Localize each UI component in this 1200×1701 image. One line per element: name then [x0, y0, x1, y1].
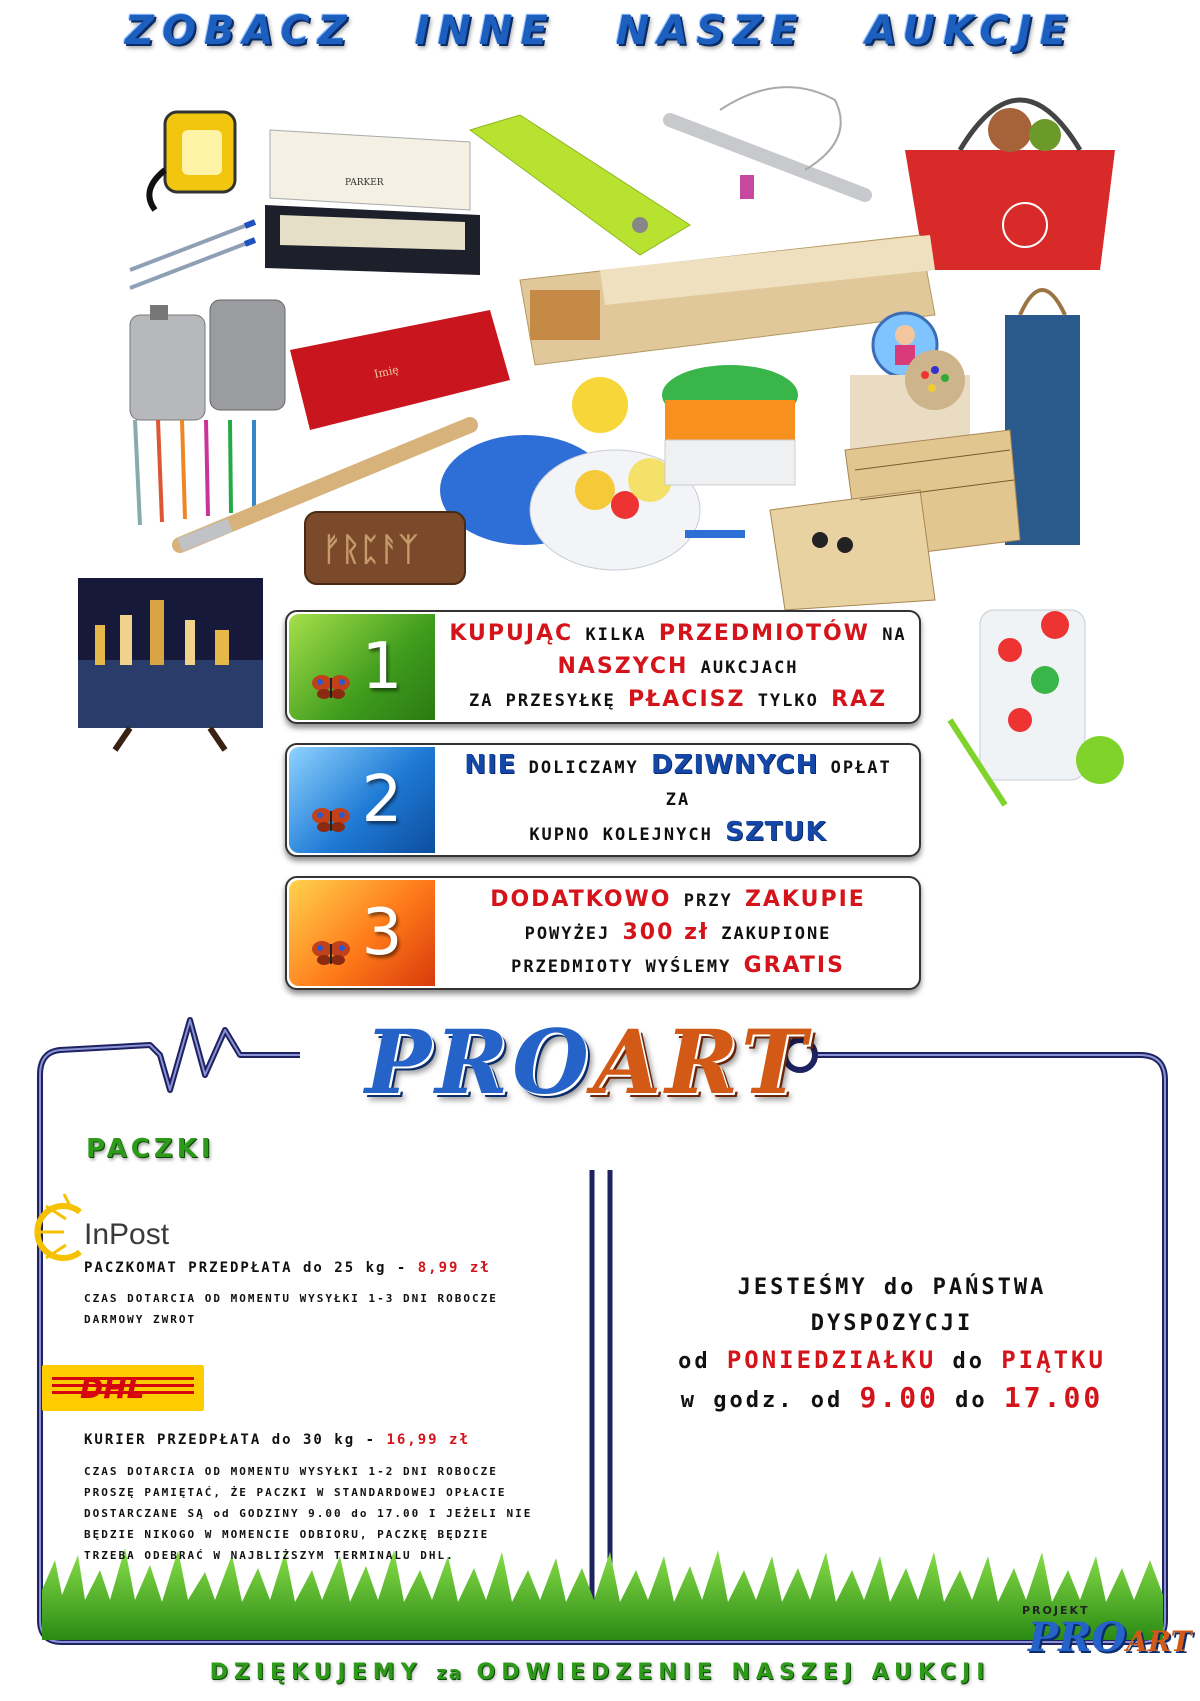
- promo-word: ZA PRZESYŁKĘ: [468, 690, 616, 711]
- promo-word: PRZY: [683, 890, 733, 911]
- svg-text:ᚠᚱᛈᚨᛉ: ᚠᚱᛈᚨᛉ: [322, 530, 419, 568]
- inpost-offer: [84, 1260, 491, 1276]
- promo-word: KUPNO KOLEJNYCH: [529, 825, 713, 845]
- promo-word: PŁACISZ: [628, 686, 746, 712]
- dhl-detail-3: DOSTARCZANE SĄ od GODZINY 9.00 do 17.00 I JEŻELI NIE: [84, 1507, 533, 1520]
- inpost-brand: InPost: [84, 1218, 170, 1251]
- contact-text: do: [952, 1349, 985, 1374]
- projekt-label: PROJEKT: [1022, 1604, 1090, 1617]
- promo-word: TYLKO: [757, 690, 819, 711]
- footer-word: DZIĘKUJEMY: [209, 1660, 423, 1685]
- contact-time-to: 17.00: [1003, 1381, 1104, 1414]
- header-word: NASZE: [615, 8, 806, 54]
- promo-word: SZTUK: [725, 817, 827, 847]
- dhl-offer-text: KURIER PRZEDPŁATA do 30 kg -: [84, 1432, 377, 1448]
- header-word: ZOBACZ: [125, 8, 355, 54]
- contact-text: od: [678, 1349, 711, 1374]
- dhl-price: 16,99 zł: [386, 1432, 470, 1448]
- dhl-detail-1: CZAS DOTARCIA OD MOMENTU WYSYŁKI 1-2 DNI ROBOCZE: [84, 1465, 498, 1478]
- contact-day-from: PONIEDZIAŁKU: [726, 1346, 937, 1374]
- dhl-brand: DHL: [80, 1372, 145, 1405]
- promo-word: PRZEDMIOTÓW: [658, 620, 870, 646]
- promo-number: 3: [361, 896, 403, 970]
- header-word: AUKCJE: [865, 8, 1075, 54]
- promo-word: KILKA: [585, 624, 647, 645]
- contact-line-4: [622, 1380, 1162, 1419]
- inpost-detail-2: DARMOWY ZWROT: [84, 1313, 197, 1326]
- contact-time-from: 9.00: [859, 1381, 939, 1414]
- logo-art: ART: [592, 1010, 811, 1114]
- dhl-offer: [84, 1432, 470, 1448]
- inpost-detail-1: CZAS DOTARCIA OD MOMENTU WYSYŁKI 1-3 DNI ROBOCZE: [84, 1292, 498, 1305]
- dhl-detail-2: PROSZĘ PAMIĘTAĆ, ŻE PACZKI W STANDARDOWEJ OPŁACIE: [84, 1486, 507, 1499]
- projekt-proart-logo: [1028, 1614, 1192, 1661]
- promo-number: 1: [361, 630, 403, 704]
- dhl-logo: [42, 1365, 204, 1411]
- promo-word: ZAKUPIONE: [721, 923, 832, 944]
- contact-line-2: DYSPOZYCJI: [810, 1311, 974, 1336]
- header-word: INNE: [414, 8, 556, 54]
- promo-word: NIE: [464, 750, 517, 780]
- promo-word: DOLICZAMY: [528, 758, 639, 778]
- contact-day-to: PIĄTKU: [1001, 1346, 1106, 1374]
- promo-word: NASZYCH: [557, 653, 689, 679]
- contact-text: do: [955, 1388, 988, 1413]
- promo-word: ZAKUPIE: [744, 886, 866, 912]
- footer-word: ODWIEDZENIE NASZEJ AUKCJI: [476, 1660, 991, 1685]
- promo-word: KUPUJĄC: [449, 620, 574, 646]
- footer-word: za: [436, 1663, 463, 1684]
- promo-word: 300 zł: [622, 919, 710, 945]
- promo-word: NA: [882, 624, 907, 645]
- projekt-pro: PRO: [1028, 1614, 1127, 1661]
- contact-line-3: [622, 1342, 1162, 1380]
- logo-pro: PRO: [365, 1010, 593, 1114]
- promo-word: OPŁAT ZA: [665, 758, 892, 810]
- promo-word: GRATIS: [743, 952, 845, 978]
- dhl-logo-icon: [42, 1365, 204, 1411]
- promo-word: POWYŻEJ: [524, 923, 611, 944]
- promo-word: PRZEDMIOTY WYŚLEMY: [511, 956, 732, 977]
- contact-hours: [622, 1270, 1162, 1419]
- projekt-art: ART: [1126, 1625, 1192, 1658]
- svg-text:Imię: Imię: [372, 363, 400, 381]
- promo-word: DODATKOWO: [490, 886, 672, 912]
- promo-word: DZIWNYCH: [651, 750, 819, 780]
- proart-logo: [365, 1010, 811, 1114]
- promo-word: AUKCJACH: [700, 657, 799, 678]
- contact-text: w godz. od: [680, 1388, 844, 1413]
- promo-number: 2: [361, 763, 403, 837]
- contact-line-1: JESTEŚMY do PAŃSTWA: [737, 1275, 1047, 1300]
- inpost-price: 8,99 zł: [417, 1260, 491, 1276]
- footer-thanks: [0, 1660, 1200, 1685]
- svg-text:PARKER: PARKER: [345, 178, 384, 188]
- dhl-detail-5: TRZEBA ODEBRAĆ W NAJBLIŻSZYM TERMINALU DHL.: [84, 1549, 455, 1562]
- paczki-title: PACZKI: [86, 1134, 215, 1164]
- inpost-offer-text: PACZKOMAT PRZEDPŁATA do 25 kg -: [84, 1260, 408, 1276]
- dhl-detail-4: BĘDZIE NIKOGO W MOMENCIE ODBIORU, PACZKĘ BĘDZIE: [84, 1528, 490, 1541]
- promo-word: RAZ: [831, 686, 888, 712]
